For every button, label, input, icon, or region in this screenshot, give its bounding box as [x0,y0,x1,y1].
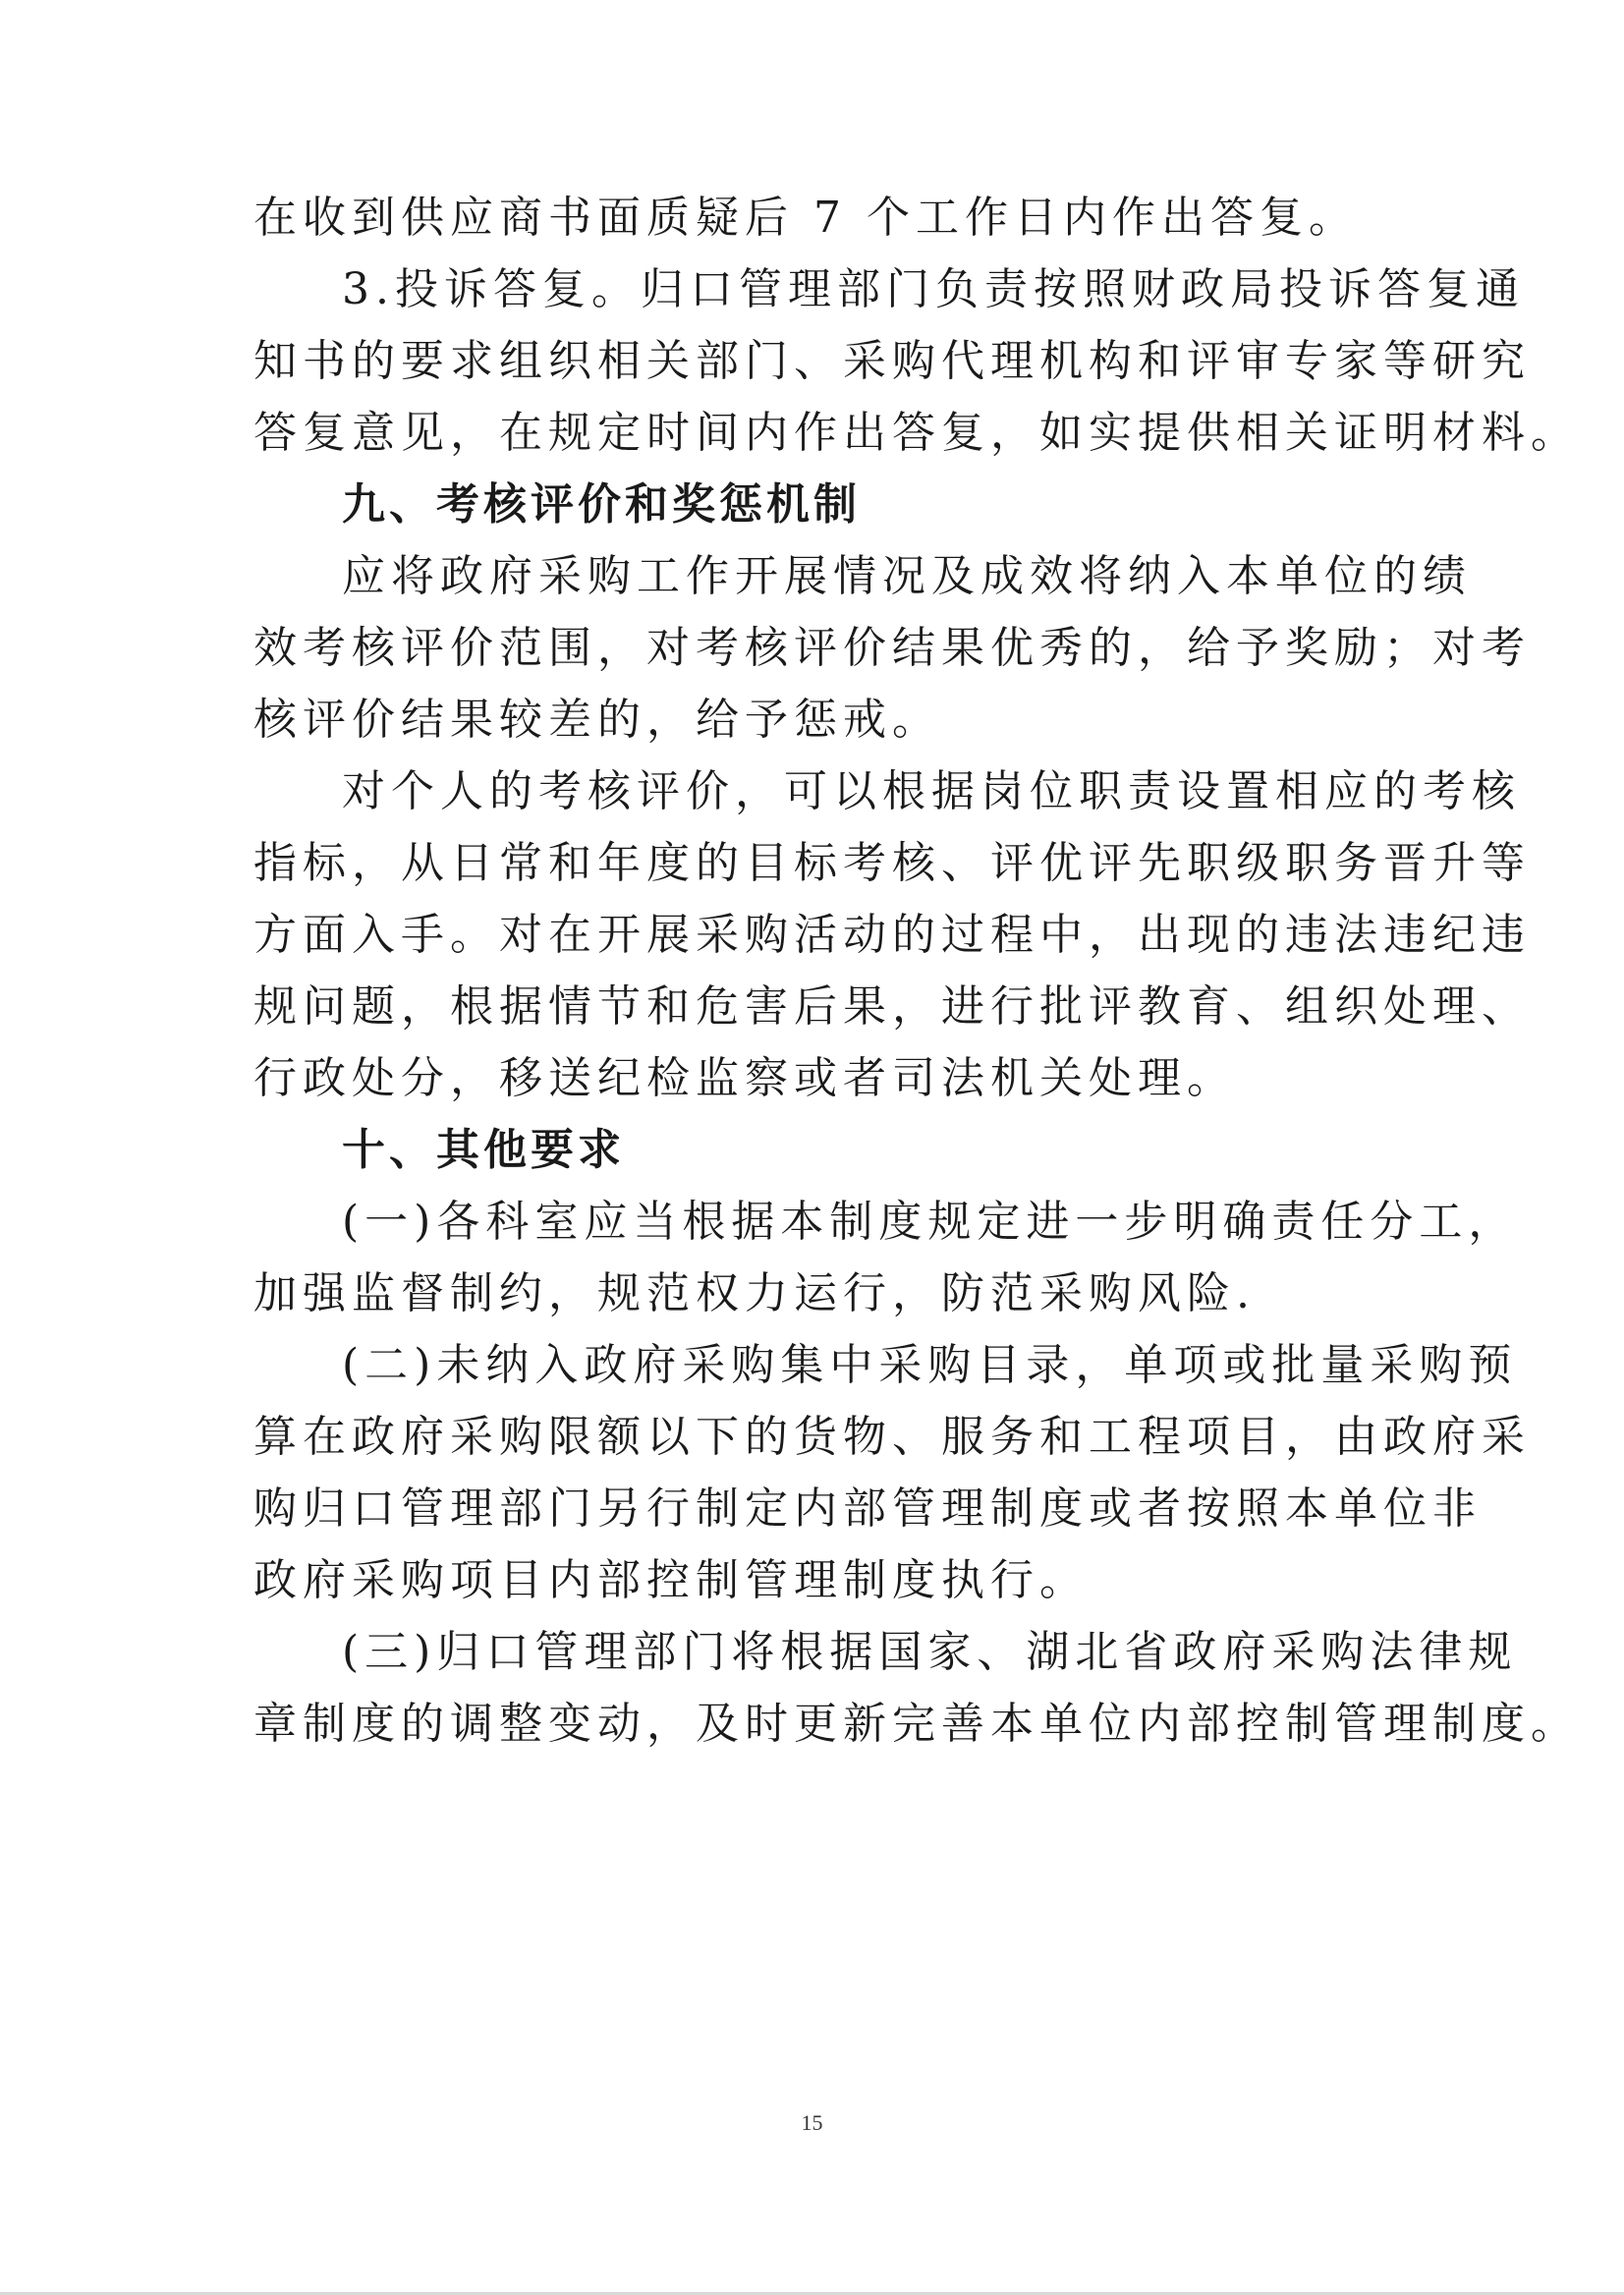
paragraph-line: (一)各科室应当根据本制度规定进一步明确责任分工， [342,1197,1518,1247]
paragraph-line: 行政处分，移送纪检监察或者司法机关处理。 [253,1053,1236,1103]
paragraph-line: 对个人的考核评价，可以根据岗位职责设置相应的考核 [342,766,1521,816]
paragraph-line: 效考核评价范围，对考核评价结果优秀的，给予奖励；对考 [253,623,1531,673]
paragraph-line: 购归口管理部门另行制定内部管理制度或者按照本单位非 [253,1483,1482,1534]
page-number: 15 [801,2110,823,2135]
paragraph-line: (二)未纳入政府采购集中采购目录，单项或批量采购预 [342,1340,1518,1390]
paragraph-line: 在收到供应商书面质疑后 7 个工作日内作出答复。 [253,193,1358,243]
paragraph-line: 3.投诉答复。归口管理部门负责按照财政局投诉答复通 [342,264,1525,314]
paragraph-line: 算在政府采购限额以下的货物、服务和工程项目，由政府采 [253,1412,1531,1462]
paragraph-line: 指标，从日常和年度的目标考核、评优评先职级职务晋升等 [253,838,1531,888]
paragraph-line: 应将政府采购工作开展情况及成效将纳入本单位的绩 [342,551,1472,601]
paragraph-line: 核评价结果较差的，给予惩戒。 [253,695,941,745]
section-heading: 十、其他要求 [342,1125,625,1175]
section-heading: 九、考核评价和奖惩机制 [342,479,861,530]
paragraph-line: (三)归口管理部门将根据国家、湖北省政府采购法律规 [342,1627,1518,1677]
paragraph-line: 章制度的调整变动，及时更新完善本单位内部控制管理制度。 [253,1699,1580,1749]
paragraph-line: 政府采购项目内部控制管理制度执行。 [253,1555,1089,1605]
paragraph-line: 加强监督制约，规范权力运行，防范采购风险. [253,1268,1256,1318]
paragraph-line: 规问题，根据情节和危害后果，进行批评教育、组织处理、 [253,981,1531,1032]
paragraph-line: 答复意见，在规定时间内作出答复，如实提供相关证明材料。 [253,408,1580,458]
paragraph-line: 方面入手。对在开展采购活动的过程中，出现的违法违纪违 [253,910,1531,960]
paragraph-line: 知书的要求组织相关部门、采购代理机构和评审专家等研究 [253,336,1531,386]
